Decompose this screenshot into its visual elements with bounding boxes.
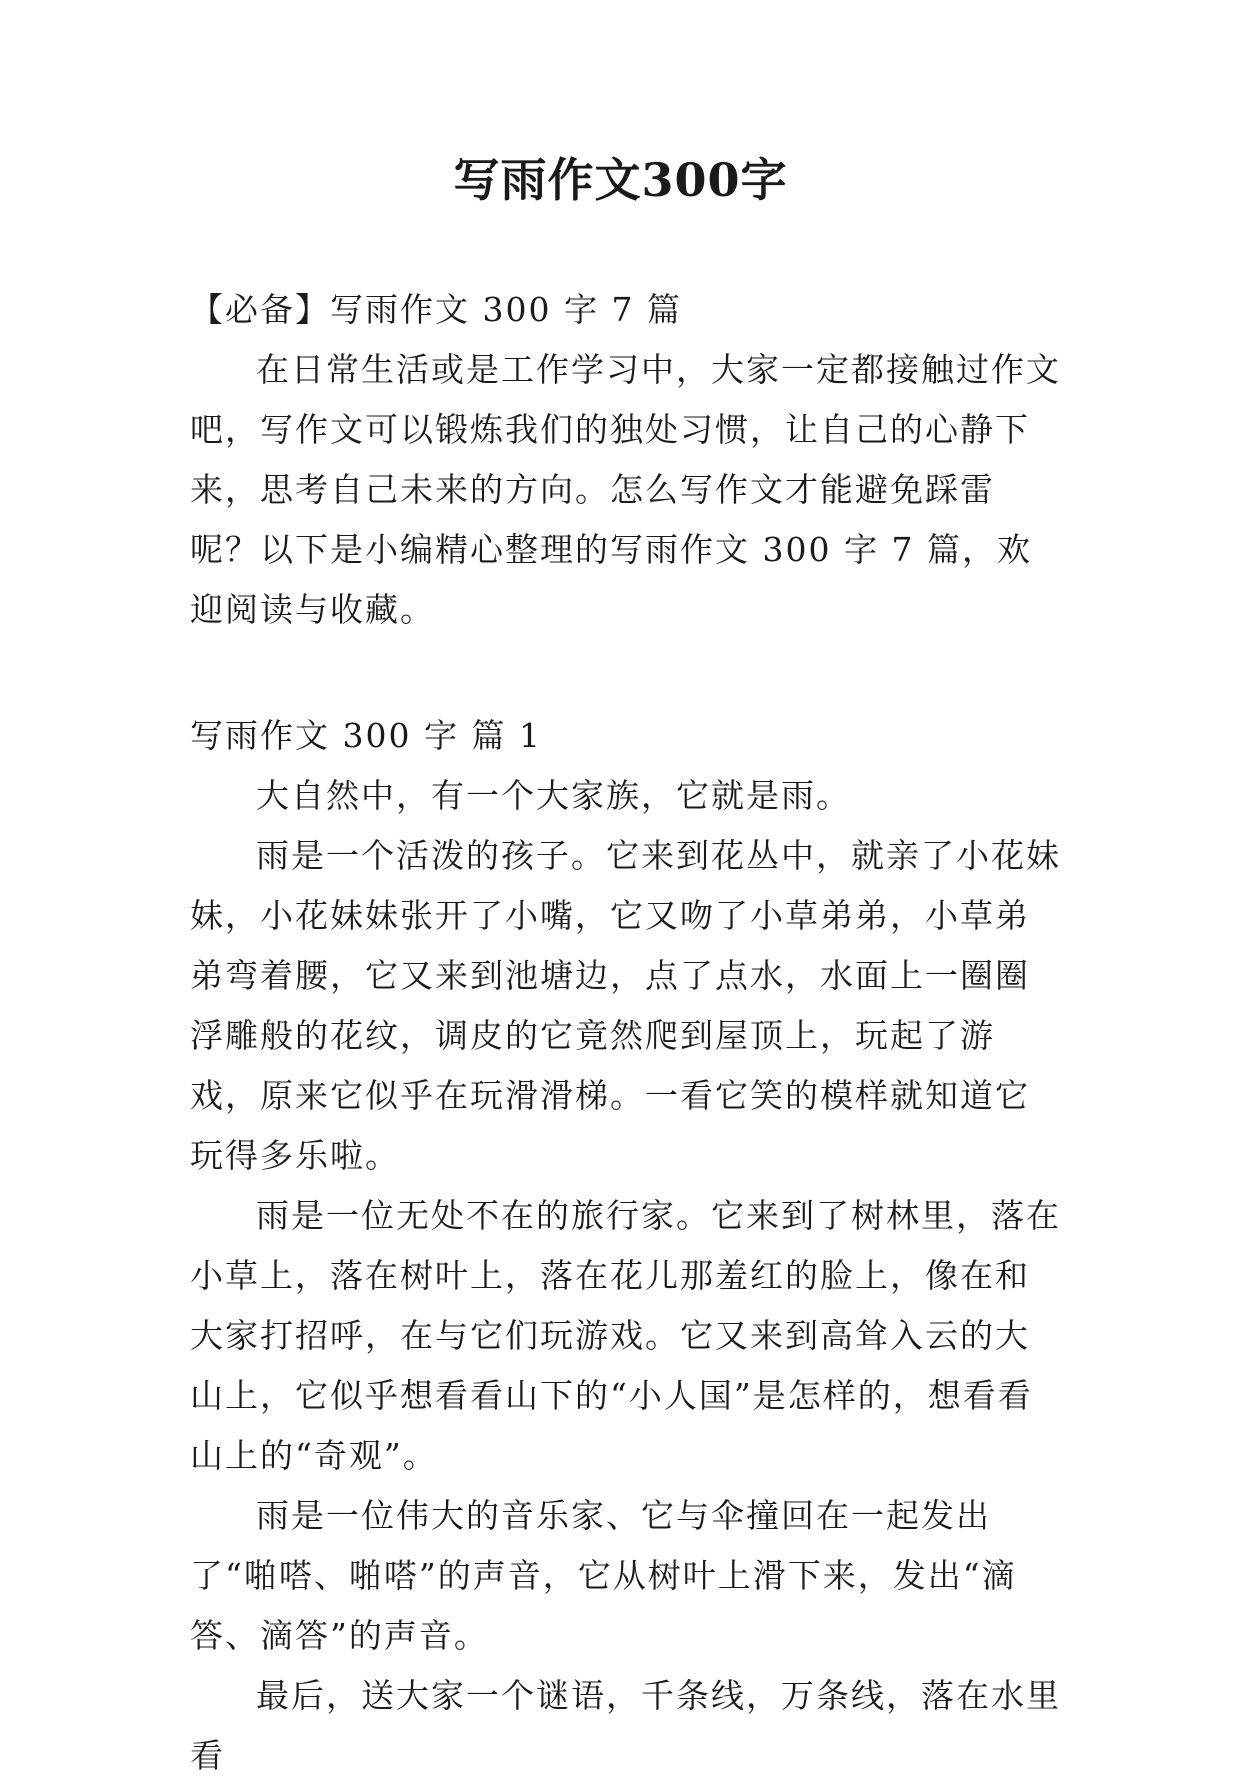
section-title: 写雨作文 300 字 篇 1 [190,716,542,755]
document-heading: 【必备】写雨作文 300 字 7 篇 [190,290,682,329]
intro-paragraph: 在日常生活或是工作学习中，大家一定都接触过作文吧，写作文可以锻炼我们的独处习惯，让自己的心静下来，思考自己未来的方向。怎么写作文才能避免踩雷呢？以下是小编精心整理的写雨作文 300 字 7 篇，欢迎阅读与收藏。 [190,350,1061,629]
document-body [190,280,1062,1786]
body-paragraph: 最后，送大家一个谜语，千条线，万条线，落在水里看 [190,1676,1061,1775]
body-paragraph: 雨是一位无处不在的旅行家。它来到了树林里，落在小草上，落在树叶上，落在花儿那羞红的脸上，像在和大家打招呼，在与它们玩游戏。它又来到高耸入云的大山上，它似乎想看看山下的“小人国”是怎样的，想看看山上的“奇观”。 [190,1196,1061,1475]
body-paragraph: 雨是一位伟大的音乐家、它与伞撞回在一起发出了“啪嗒、啪嗒”的声音，它从树叶上滑下来，发出“滴答、滴答”的声音。 [190,1496,1017,1655]
document-title: 写雨作文300字 [453,153,788,207]
section-spacer [190,640,1062,706]
body-paragraph: 雨是一个活泼的孩子。它来到花丛中，就亲了小花妹妹，小花妹妹张开了小嘴，它又吻了小草弟弟，小草弟弟弯着腰，它又来到池塘边，点了点水，水面上一圈圈浮雕般的花纹，调皮的它竟然爬到屋顶上，玩起了游戏，原来它似乎在玩滑滑梯。一看它笑的模样就知道它玩得多乐啦。 [190,836,1061,1175]
body-paragraph: 大自然中，有一个大家族，它就是雨。 [256,776,851,815]
